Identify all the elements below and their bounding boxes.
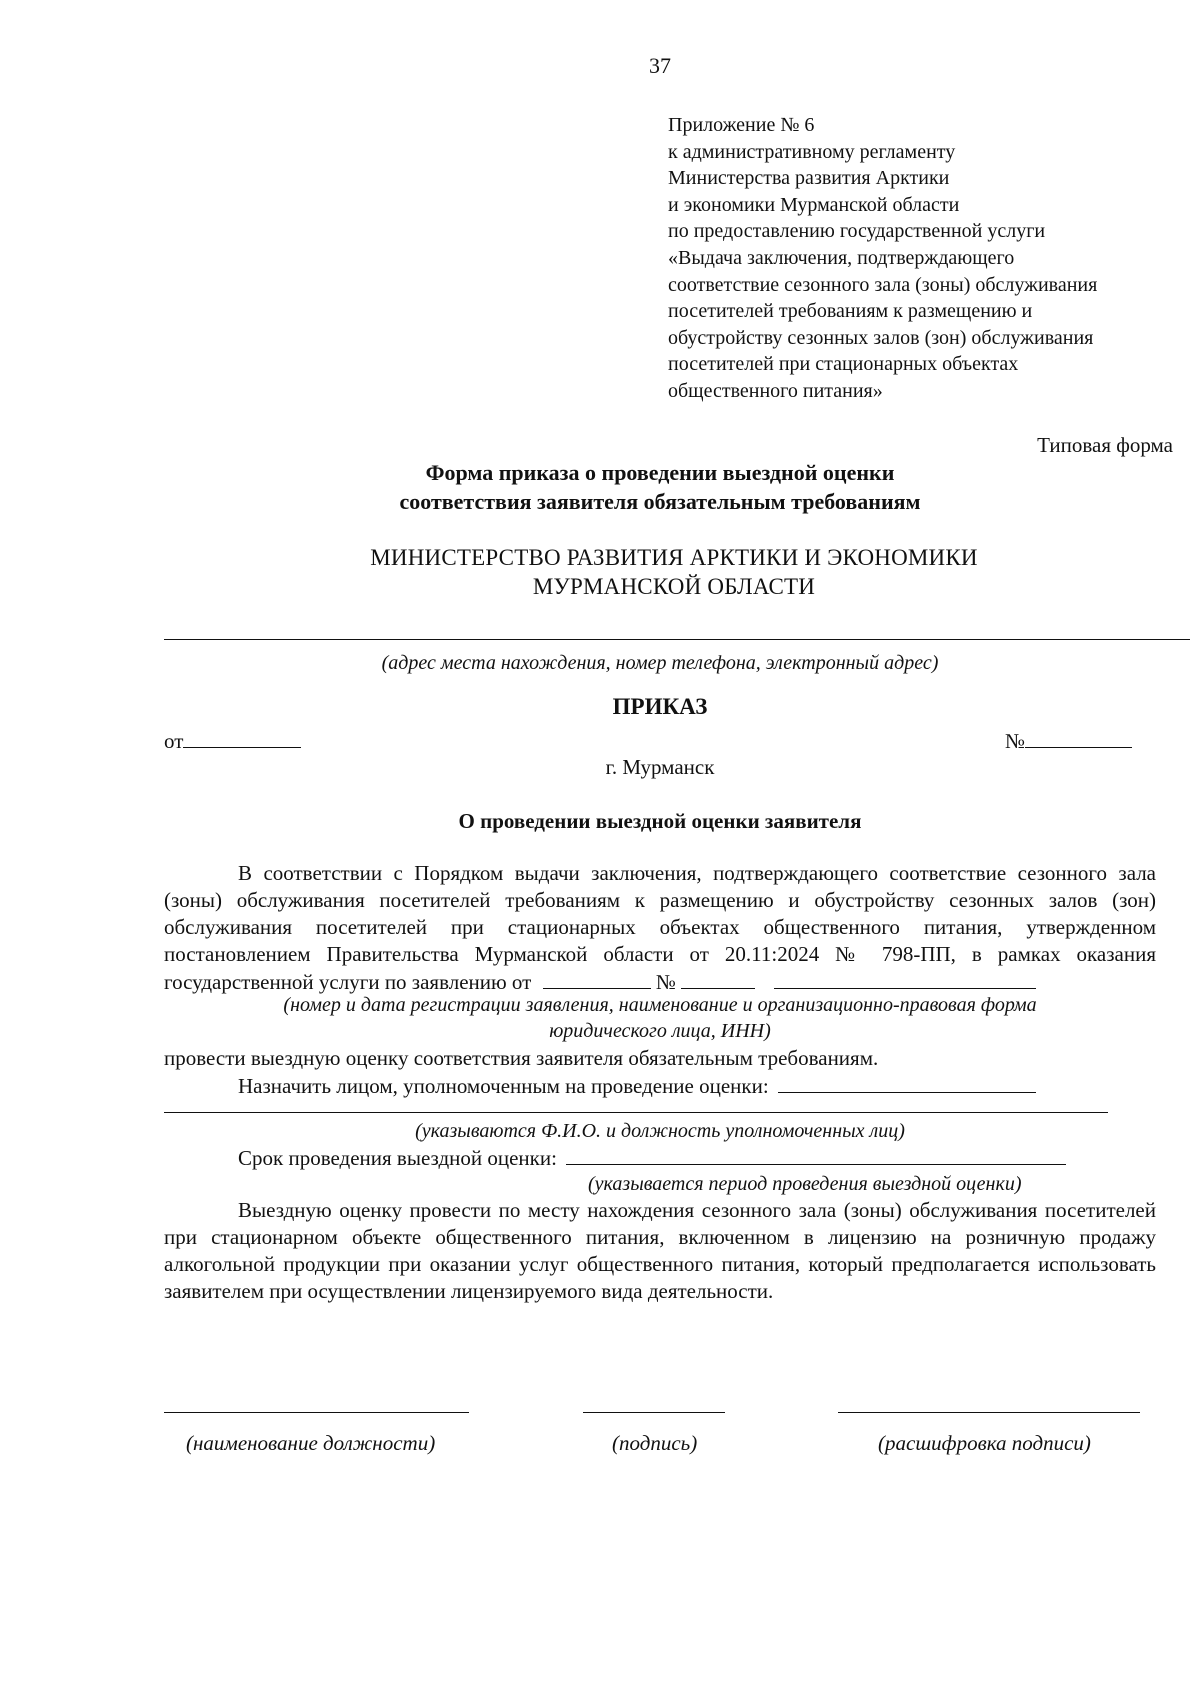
sign-line[interactable]: [583, 1412, 725, 1413]
appendix-line: соответствие сезонного зала (зоны) обслуживания: [668, 273, 1098, 296]
city: г. Мурманск: [605, 755, 715, 779]
sign-caption: (подпись): [612, 1431, 698, 1455]
basis-text: В соответствии с Порядком выдачи заключения, подтверждающего соответствие сезонного зала (зоны) обслуживания посетителей требованиям к размещению и обустройству сезонных залов (зон) обслуживания посетителей при стационарных объектах общественного питания, утвержденном постановлением Правительства Мурманской области от 20.11:2024 № 798-ПП, в рамках оказания государственной услуги по заявлению от: [164, 861, 1156, 994]
registration-caption-line: юридического лица, ИНН): [549, 1020, 771, 1042]
position-caption: (наименование должности): [186, 1431, 436, 1455]
order-date-field[interactable]: [183, 727, 301, 748]
registration-caption-line: (номер и дата регистрации заявления, наименование и организационно-правовая форма: [283, 994, 1037, 1016]
authorized-person-line2[interactable]: [164, 1112, 1108, 1113]
order-title: ПРИКАЗ: [612, 694, 708, 719]
applicant-field[interactable]: [774, 968, 1036, 989]
appendix-line: Приложение № 6: [668, 114, 815, 136]
address-caption: (адрес места нахождения, номер телефона, электронный адрес): [381, 652, 939, 674]
period-group: [238, 1144, 1066, 1172]
ministry-line: МИНИСТЕРСТВО РАЗВИТИЯ АРКТИКИ И ЭКОНОМИКИ: [370, 545, 978, 570]
order-number-group: [1005, 727, 1132, 755]
application-number-label: №: [655, 970, 676, 994]
form-title: [0, 458, 1200, 516]
appendix-line: и экономики Мурманской области: [668, 193, 960, 216]
appoint-text: Назначить лицом, уполномоченным на проведение оценки:: [238, 1074, 769, 1098]
period-text: Срок проведения выездной оценки:: [238, 1146, 557, 1170]
appendix-line: Министерства развития Арктики: [668, 167, 950, 190]
appoint-group: [238, 1072, 1036, 1100]
appendix-line: по предоставлению государственной услуги: [668, 220, 1046, 243]
appendix-line: общественного питания»: [668, 379, 883, 402]
typical-form-label: Типовая форма: [1037, 433, 1173, 457]
from-date-group: [164, 727, 301, 755]
decode-signature-line[interactable]: [838, 1412, 1140, 1413]
from-label: от: [164, 729, 184, 753]
appendix-block: [668, 112, 1188, 405]
position-signature-line[interactable]: [164, 1412, 469, 1413]
conduct-text: провести выездную оценку соответствия заявителя обязательным требованиям.: [164, 1046, 879, 1070]
order-subject: О проведении выездной оценки заявителя: [458, 809, 862, 833]
appendix-line: посетителей требованиям к размещению и: [668, 300, 1033, 323]
address-field-line[interactable]: [164, 639, 1190, 640]
period-field[interactable]: [566, 1144, 1066, 1165]
decode-caption: (расшифровка подписи): [878, 1431, 1091, 1455]
location-paragraph: Выездную оценку провести по месту нахождения сезонного зала (зоны) обслуживания посетителей при стационарном объекте общественного питания, включенном в лицензию на розничную продажу алкогольной продукции при оказании услуг общественного питания, который предполагается использовать заявителем при осуществлении лицензируемого вида деятельности.: [164, 1198, 1156, 1303]
ministry-name: [0, 543, 1200, 601]
appendix-line: посетителей при стационарных объектах: [668, 353, 1019, 376]
form-title-line: соответствия заявителя обязательным требованиям: [399, 489, 921, 514]
registration-caption: [0, 992, 1200, 1044]
application-date-field[interactable]: [543, 968, 651, 989]
application-number-field[interactable]: [681, 968, 755, 989]
number-label: №: [1005, 729, 1026, 753]
period-caption: (указывается период проведения выездной оценки): [588, 1173, 1022, 1195]
basis-paragraph: [164, 860, 1156, 996]
page-number: 37: [649, 53, 671, 78]
authorized-person-field[interactable]: [778, 1072, 1036, 1093]
appendix-line: обустройству сезонных залов (зон) обслуживания: [668, 326, 1094, 349]
fio-caption: (указываются Ф.И.О. и должность уполномоченных лиц): [415, 1120, 905, 1142]
form-title-line: Форма приказа о проведении выездной оценки: [425, 460, 895, 485]
appendix-line: «Выдача заключения, подтверждающего: [668, 246, 1015, 269]
order-number-field[interactable]: [1025, 727, 1132, 748]
appendix-line: к административному регламенту: [668, 140, 956, 163]
ministry-line: МУРМАНСКОЙ ОБЛАСТИ: [532, 574, 816, 599]
